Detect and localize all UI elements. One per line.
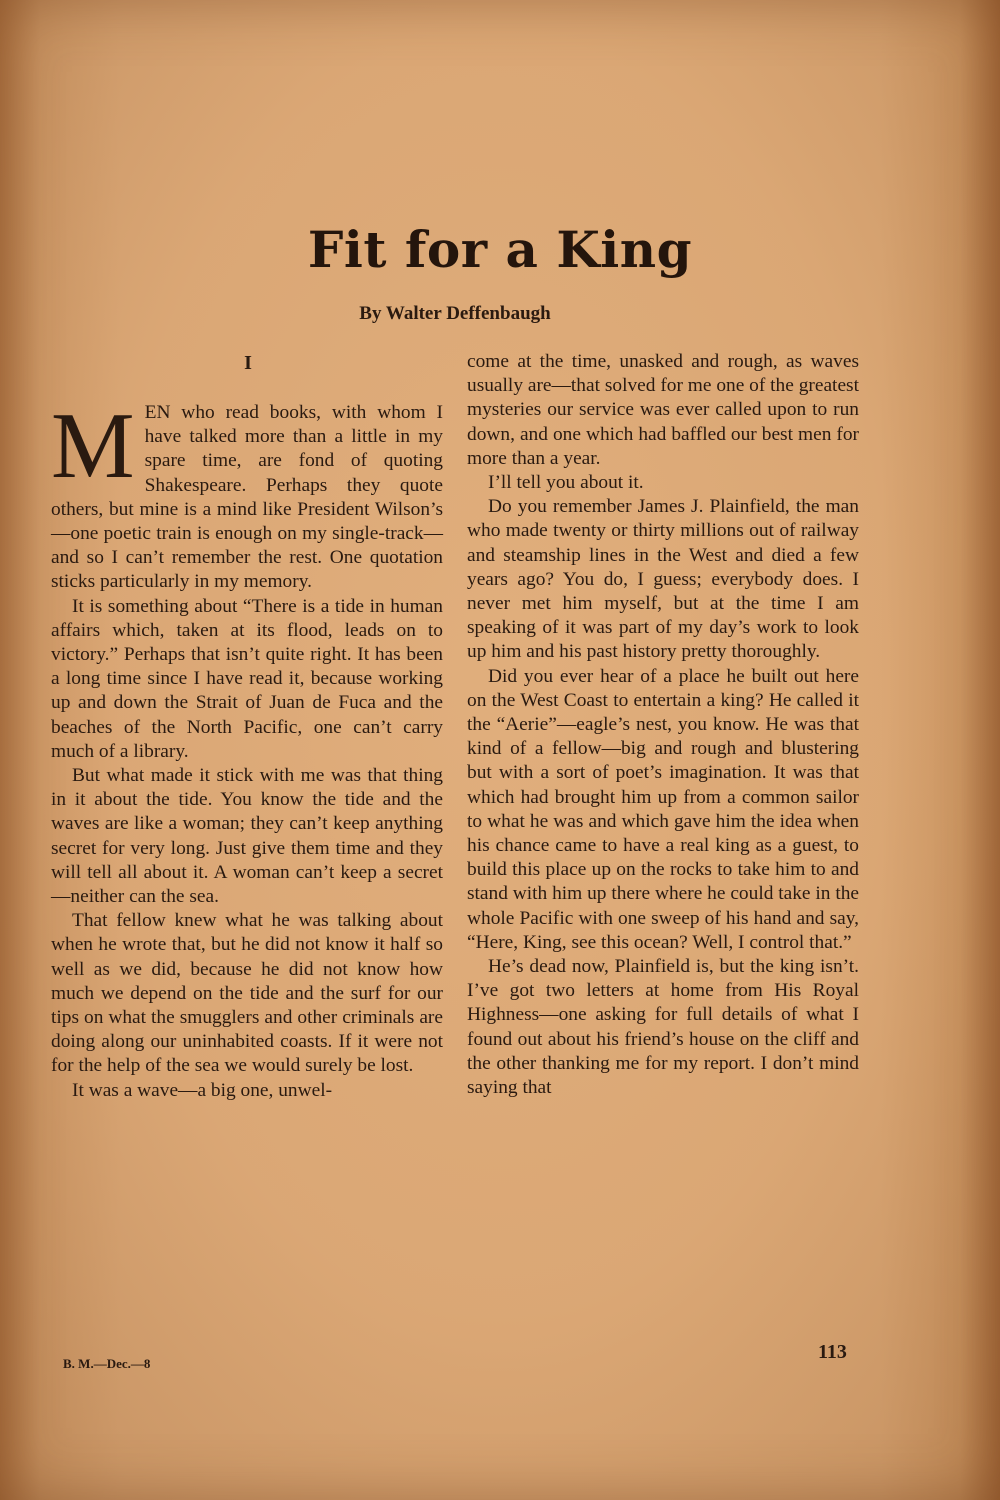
- body-paragraph: Did you ever hear of a place he built out here on the West Coast to entertain a king? He called it the “Aerie”—eagle’s nest, you know. He was that kind of a fellow—big and rough and blustering but with a sort of poet’s imagination. It was that which had brought him up from a common sailor to what he was and which gave him the idea when his chance came to have a real king as a guest, to build this place up on the rocks to take him to and stand with him up there where he could take in the whole Pacific with one sweep of his hand and say, “Here, King, see this ocean? Well, I control that.”: [467, 665, 860, 953]
- opening-paragraph-text: EN who read books, with whom I have talked more than a little in my spare time, are fond of quoting Shakespeare. Perhaps they quote others, but mine is a mind like President Wilson’s—one poetic train is enough on my single-track—and so I can’t remember the rest. One quotation sticks particularly in my memory.: [51, 402, 443, 593]
- drop-cap-letter: M: [51, 394, 135, 498]
- section-number: I: [244, 352, 252, 374]
- opening-paragraph: [51, 394, 443, 595]
- body-paragraph: That fellow knew what he was talking about when he wrote that, but he did not know it half so well as we did, because he did not know how much we depend on the tide and the surf for our tips on what the smugglers and other criminals are doing along our uninhabited coasts. If it were not for the help of the sea we would surely be lost.: [51, 910, 443, 1077]
- printer-signature-mark: B. M.—Dec.—8: [63, 1356, 151, 1371]
- article-byline: By Walter Deffenbaugh: [359, 303, 551, 324]
- body-paragraph: I’ll tell you about it.: [488, 472, 644, 494]
- body-paragraph: It is something about “There is a tide in human affairs which, taken at its flood, leads on to victory.” Perhaps that isn’t quite right. It has been a long time since I have read it, because working up and down the Strait of Juan de Fuca and the beaches of the North Pacific, one can’t carry much of a library.: [51, 595, 443, 762]
- article-title: Fit for a King: [307, 220, 693, 279]
- body-paragraph: He’s dead now, Plainfield is, but the king isn’t. I’ve got two letters at home from His Royal Highness—one asking for full details of what I found out about his friend’s house on the cliff and the other thanking me for my report. I don’t mind saying that: [467, 956, 859, 1099]
- body-paragraph: Do you remember James J. Plainfield, the man who made twenty or thirty millions out of railway and steamship lines in the West and died a few years ago? You do, I guess; everybody does. I never met him myself, but at the time I am speaking of it was part of my day’s work to look up him and his past history pretty thoroughly.: [467, 496, 859, 663]
- page-number: 113: [818, 1341, 847, 1363]
- right-column: [467, 350, 859, 1100]
- body-paragraph: It was a wave—a big one, unwel-: [72, 1079, 333, 1101]
- body-paragraph: But what made it stick with me was that thing in it about the tide. You know the tide and the waves are like a woman; they can’t keep anything secret for very long. Just give them time and they will tell all about it. A woman can’t keep a secret—neither can the sea.: [51, 765, 443, 908]
- continued-paragraph: come at the time, unasked and rough, as waves usually are—that solved for me one of the greatest mysteries our service was ever called upon to run down, and one which had baffled our best men for more than a year.: [467, 351, 859, 469]
- left-column: [51, 350, 443, 1103]
